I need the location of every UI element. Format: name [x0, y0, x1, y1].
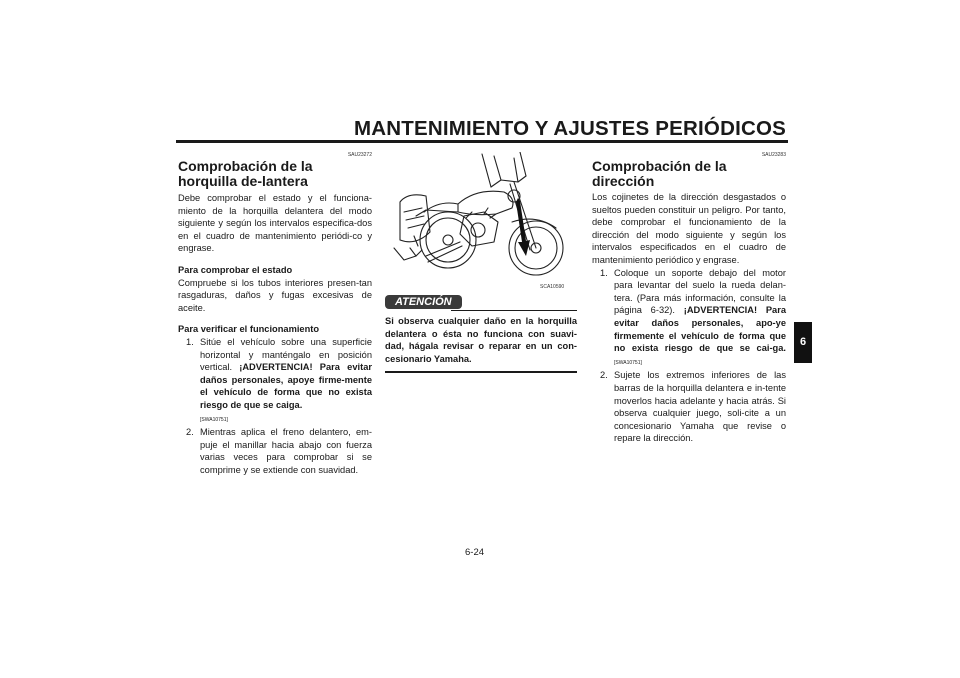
section-heading: Comprobación de la dirección: [592, 158, 727, 189]
step-1: [592, 267, 786, 370]
fork-check-drawing: [386, 152, 578, 282]
caution-rule: [451, 310, 577, 311]
section-heading: Comprobación de la horquilla de-lantera: [178, 158, 313, 189]
header-rule: [176, 140, 788, 143]
chapter-tab: 6: [794, 322, 812, 363]
intro-paragraph: Debe comprobar el estado y el funciona-miento de la horquilla delantera del modo siguiente y según los intervalos especifica-dos en el cuadro de mantenimiento periódi-co y engrase.: [178, 193, 372, 254]
step-number: 1.: [186, 336, 194, 347]
step-text: Sitúe el vehículo sobre una superficie horizontal y manténgalo en posición vertical.: [200, 336, 372, 373]
warning-text: ¡ADVERTENCIA! Para evitar daños personales, apo-ye firmemente el vehículo de forma que no exista riesgo de que se cai-ga.: [614, 305, 786, 354]
warning-ref: [SWA10751]: [614, 359, 642, 366]
step-text: Mientras aplica el freno delantero, em-puje el manillar hacia abajo con fuerza varias veces para comprobar si se comprime y se extiende con suavidad.: [200, 427, 372, 475]
state-paragraph: Compruebe si los tubos interiores presen-tan rasgaduras, daños y fugas excesivas de aceite.: [178, 277, 372, 313]
page-title: MANTENIMIENTO Y AJUSTES PERIÓDICOS: [353, 117, 786, 140]
state-subheading: Para comprobar el estado: [178, 264, 293, 275]
intro-paragraph: Los cojinetes de la dirección desgastados o sueltos pueden constituir un peligro. Por tanto, debe comprobar el funcionamiento de la dirección del modo siguiente y según los intervalos especificados en el cuadro de mantenimiento periódico y engrase.: [592, 192, 786, 265]
step-text: Coloque un soporte debajo del motor para levantar del suelo la rueda delan-tera. (Para más información, consulte la página 6-32).: [614, 267, 786, 316]
step-number: 1.: [600, 267, 608, 278]
figure-code: SCA10590: [540, 284, 565, 290]
section-code: SAU23272: [347, 152, 372, 158]
function-subheading: Para verificar el funcionamiento: [178, 324, 320, 335]
caution-text: Si observa cualquier daño en la horquilla delantera o ésta no funciona con suavi-dad, hágala revisar o reparar en un con-cesionario Yamaha.: [385, 316, 577, 364]
caution-end-rule: [385, 371, 577, 373]
step-number: 2.: [186, 427, 194, 438]
caution-label: ATENCIÓN: [385, 295, 462, 309]
step-number: 2.: [600, 370, 608, 381]
page-number: 6-24: [465, 547, 485, 558]
warning-ref: [SWA10751]: [200, 416, 228, 423]
right-column: [592, 152, 786, 445]
warning-text: ¡ADVERTENCIA! Para evitar daños personales, apoye firme-mente el vehículo de forma que no exista riesgo de que se caiga.: [200, 362, 372, 410]
step-1: [178, 336, 372, 426]
motorcycle-illustration: [386, 152, 578, 282]
step-2: [592, 369, 786, 445]
caution-box: [385, 292, 577, 365]
step-text: Sujete los extremos inferiores de las barras de la horquilla delantera e in-tente moverlos hacia adelante y hacia atrás. Si observa cualquier juego, soli-cite a un concesionario Yamaha que revise o repare la dirección.: [614, 370, 786, 444]
section-code: SAU23283: [761, 152, 786, 158]
left-column: [178, 152, 372, 476]
step-2: [178, 426, 372, 476]
